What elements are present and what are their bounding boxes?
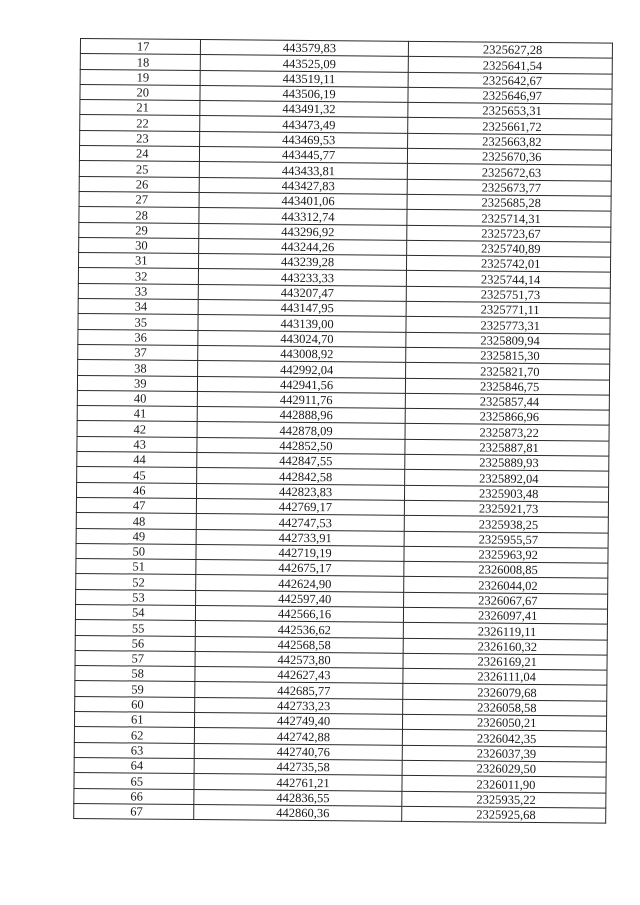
point-number-cell: 44 <box>77 452 197 468</box>
x-coordinate-cell: 443519,11 <box>200 70 408 87</box>
point-number-cell: 33 <box>78 283 198 299</box>
y-coordinate-cell: 2326097,41 <box>403 607 607 624</box>
y-coordinate-cell: 2325887,81 <box>405 439 609 456</box>
y-coordinate-cell: 2326037,39 <box>402 745 606 762</box>
x-coordinate-cell: 442597,40 <box>196 590 404 607</box>
x-coordinate-cell: 443579,83 <box>200 40 408 57</box>
y-coordinate-cell: 2325740,89 <box>407 240 611 257</box>
y-coordinate-cell: 2325646,97 <box>408 87 612 104</box>
y-coordinate-cell: 2325935,22 <box>402 791 606 808</box>
point-number-cell: 17 <box>80 39 200 55</box>
x-coordinate-cell: 442627,43 <box>195 667 403 684</box>
y-coordinate-cell: 2326111,04 <box>403 669 607 686</box>
y-coordinate-cell: 2325744,14 <box>406 271 610 288</box>
point-number-cell: 39 <box>77 375 197 391</box>
point-number-cell: 62 <box>74 727 194 743</box>
point-number-cell: 19 <box>80 69 200 85</box>
y-coordinate-cell: 2325873,22 <box>405 424 609 441</box>
y-coordinate-cell: 2325809,94 <box>406 332 610 349</box>
x-coordinate-cell: 443312,74 <box>199 208 407 225</box>
y-coordinate-cell: 2326067,67 <box>404 592 608 609</box>
x-coordinate-cell: 442852,50 <box>197 437 405 454</box>
y-coordinate-cell: 2326169,21 <box>403 653 607 670</box>
x-coordinate-cell: 443506,19 <box>200 85 408 102</box>
x-coordinate-cell: 442735,58 <box>194 758 402 775</box>
point-number-cell: 61 <box>74 712 194 728</box>
x-coordinate-cell: 443024,70 <box>198 330 406 347</box>
x-coordinate-cell: 443296,92 <box>199 223 407 240</box>
point-number-cell: 22 <box>80 115 200 131</box>
point-number-cell: 28 <box>79 207 199 223</box>
point-number-cell: 31 <box>78 253 198 269</box>
y-coordinate-cell: 2326079,68 <box>403 684 607 701</box>
x-coordinate-cell: 442740,76 <box>194 743 402 760</box>
x-coordinate-cell: 443401,06 <box>199 193 407 210</box>
x-coordinate-cell: 443244,26 <box>199 238 407 255</box>
y-coordinate-cell: 2325642,67 <box>408 72 612 89</box>
point-number-cell: 59 <box>75 681 195 697</box>
x-coordinate-cell: 442836,55 <box>194 789 402 806</box>
point-number-cell: 32 <box>78 268 198 284</box>
y-coordinate-cell: 2325742,01 <box>406 256 610 273</box>
point-number-cell: 55 <box>75 620 195 636</box>
x-coordinate-cell: 442675,17 <box>196 560 404 577</box>
point-number-cell: 49 <box>76 528 196 544</box>
x-coordinate-cell: 442878,09 <box>197 422 405 439</box>
y-coordinate-cell: 2326160,32 <box>403 638 607 655</box>
y-coordinate-cell: 2325773,31 <box>406 317 610 334</box>
point-number-cell: 18 <box>80 54 200 70</box>
point-number-cell: 38 <box>78 360 198 376</box>
x-coordinate-cell: 442742,88 <box>194 728 402 745</box>
y-coordinate-cell: 2325821,70 <box>406 363 610 380</box>
y-coordinate-cell: 2325670,36 <box>407 148 611 165</box>
y-coordinate-cell: 2325925,68 <box>402 806 606 823</box>
point-number-cell: 43 <box>77 436 197 452</box>
x-coordinate-cell: 442823,83 <box>196 483 404 500</box>
y-coordinate-cell: 2325663,82 <box>408 133 612 150</box>
point-number-cell: 30 <box>79 237 199 253</box>
x-coordinate-cell: 442941,56 <box>197 376 405 393</box>
y-coordinate-cell: 2325903,48 <box>404 485 608 502</box>
x-coordinate-cell: 443525,09 <box>200 55 408 72</box>
x-coordinate-cell: 442747,53 <box>196 514 404 531</box>
point-number-cell: 40 <box>77 390 197 406</box>
point-number-cell: 51 <box>76 559 196 575</box>
point-number-cell: 24 <box>79 146 199 162</box>
y-coordinate-cell: 2326008,85 <box>404 561 608 578</box>
y-coordinate-cell: 2326058,58 <box>403 699 607 716</box>
x-coordinate-cell: 442624,90 <box>196 575 404 592</box>
coordinates-table <box>73 38 613 824</box>
y-coordinate-cell: 2325963,92 <box>404 546 608 563</box>
x-coordinate-cell: 442685,77 <box>195 682 403 699</box>
x-coordinate-cell: 442888,96 <box>197 407 405 424</box>
point-number-cell: 41 <box>77 406 197 422</box>
point-number-cell: 45 <box>77 467 197 483</box>
point-number-cell: 56 <box>75 635 195 651</box>
x-coordinate-cell: 443008,92 <box>198 345 406 362</box>
y-coordinate-cell: 2325661,72 <box>408 118 612 135</box>
y-coordinate-cell: 2326029,50 <box>402 760 606 777</box>
point-number-cell: 23 <box>80 130 200 146</box>
y-coordinate-cell: 2325641,54 <box>408 57 612 74</box>
y-coordinate-cell: 2325672,63 <box>407 164 611 181</box>
y-coordinate-cell: 2325921,73 <box>404 500 608 517</box>
point-number-cell: 67 <box>74 803 194 819</box>
point-number-cell: 46 <box>76 482 196 498</box>
y-coordinate-cell: 2326042,35 <box>402 730 606 747</box>
point-number-cell: 42 <box>77 421 197 437</box>
x-coordinate-cell: 442992,04 <box>198 361 406 378</box>
x-coordinate-cell: 442733,91 <box>196 529 404 546</box>
x-coordinate-cell: 442719,19 <box>196 544 404 561</box>
point-number-cell: 34 <box>78 299 198 315</box>
point-number-cell: 21 <box>80 100 200 116</box>
y-coordinate-cell: 2325714,31 <box>407 210 611 227</box>
coordinates-table-body <box>74 39 613 824</box>
y-coordinate-cell: 2325771,11 <box>406 301 610 318</box>
y-coordinate-cell: 2325889,93 <box>405 454 609 471</box>
y-coordinate-cell: 2325955,57 <box>404 531 608 548</box>
y-coordinate-cell: 2326011,90 <box>402 776 606 793</box>
x-coordinate-cell: 442769,17 <box>196 498 404 515</box>
x-coordinate-cell: 443445,77 <box>199 147 407 164</box>
y-coordinate-cell: 2326044,02 <box>404 577 608 594</box>
point-number-cell: 50 <box>76 543 196 559</box>
y-coordinate-cell: 2325866,96 <box>405 408 609 425</box>
x-coordinate-cell: 443139,00 <box>198 315 406 332</box>
x-coordinate-cell: 442733,23 <box>195 697 403 714</box>
x-coordinate-cell: 442860,36 <box>194 804 402 821</box>
point-number-cell: 25 <box>79 161 199 177</box>
point-number-cell: 37 <box>78 344 198 360</box>
y-coordinate-cell: 2325723,67 <box>407 225 611 242</box>
point-number-cell: 54 <box>75 604 195 620</box>
x-coordinate-cell: 442847,55 <box>197 453 405 470</box>
y-coordinate-cell: 2325653,31 <box>408 103 612 120</box>
point-number-cell: 29 <box>79 222 199 238</box>
x-coordinate-cell: 443147,95 <box>198 300 406 317</box>
y-coordinate-cell: 2325751,73 <box>406 286 610 303</box>
y-coordinate-cell: 2326119,11 <box>403 623 607 640</box>
point-number-cell: 65 <box>74 773 194 789</box>
point-number-cell: 26 <box>79 176 199 192</box>
x-coordinate-cell: 443473,49 <box>200 116 408 133</box>
point-number-cell: 35 <box>78 314 198 330</box>
point-number-cell: 66 <box>74 788 194 804</box>
x-coordinate-cell: 443239,28 <box>198 254 406 271</box>
x-coordinate-cell: 443207,47 <box>198 284 406 301</box>
point-number-cell: 27 <box>79 191 199 207</box>
x-coordinate-cell: 443433,81 <box>199 162 407 179</box>
y-coordinate-cell: 2325815,30 <box>406 347 610 364</box>
point-number-cell: 53 <box>76 589 196 605</box>
x-coordinate-cell: 442566,16 <box>195 606 403 623</box>
point-number-cell: 36 <box>78 329 198 345</box>
point-number-cell: 58 <box>75 666 195 682</box>
x-coordinate-cell: 442761,21 <box>194 774 402 791</box>
x-coordinate-cell: 442749,40 <box>194 713 402 730</box>
point-number-cell: 47 <box>76 497 196 513</box>
y-coordinate-cell: 2326050,21 <box>402 714 606 731</box>
x-coordinate-cell: 442573,80 <box>195 651 403 668</box>
y-coordinate-cell: 2325846,75 <box>405 378 609 395</box>
x-coordinate-cell: 443233,33 <box>198 269 406 286</box>
point-number-cell: 20 <box>80 84 200 100</box>
x-coordinate-cell: 443427,83 <box>199 177 407 194</box>
y-coordinate-cell: 2325938,25 <box>404 516 608 533</box>
y-coordinate-cell: 2325857,44 <box>405 393 609 410</box>
point-number-cell: 57 <box>75 650 195 666</box>
x-coordinate-cell: 442536,62 <box>195 621 403 638</box>
point-number-cell: 52 <box>76 574 196 590</box>
point-number-cell: 64 <box>74 757 194 773</box>
point-number-cell: 48 <box>76 513 196 529</box>
y-coordinate-cell: 2325627,28 <box>408 41 612 58</box>
x-coordinate-cell: 442568,58 <box>195 636 403 653</box>
point-number-cell: 60 <box>75 696 195 712</box>
x-coordinate-cell: 442911,76 <box>197 391 405 408</box>
x-coordinate-cell: 443469,53 <box>200 131 408 148</box>
y-coordinate-cell: 2325673,77 <box>407 179 611 196</box>
y-coordinate-cell: 2325685,28 <box>407 194 611 211</box>
point-number-cell: 63 <box>74 742 194 758</box>
x-coordinate-cell: 443491,32 <box>200 101 408 118</box>
y-coordinate-cell: 2325892,04 <box>405 470 609 487</box>
x-coordinate-cell: 442842,58 <box>197 468 405 485</box>
